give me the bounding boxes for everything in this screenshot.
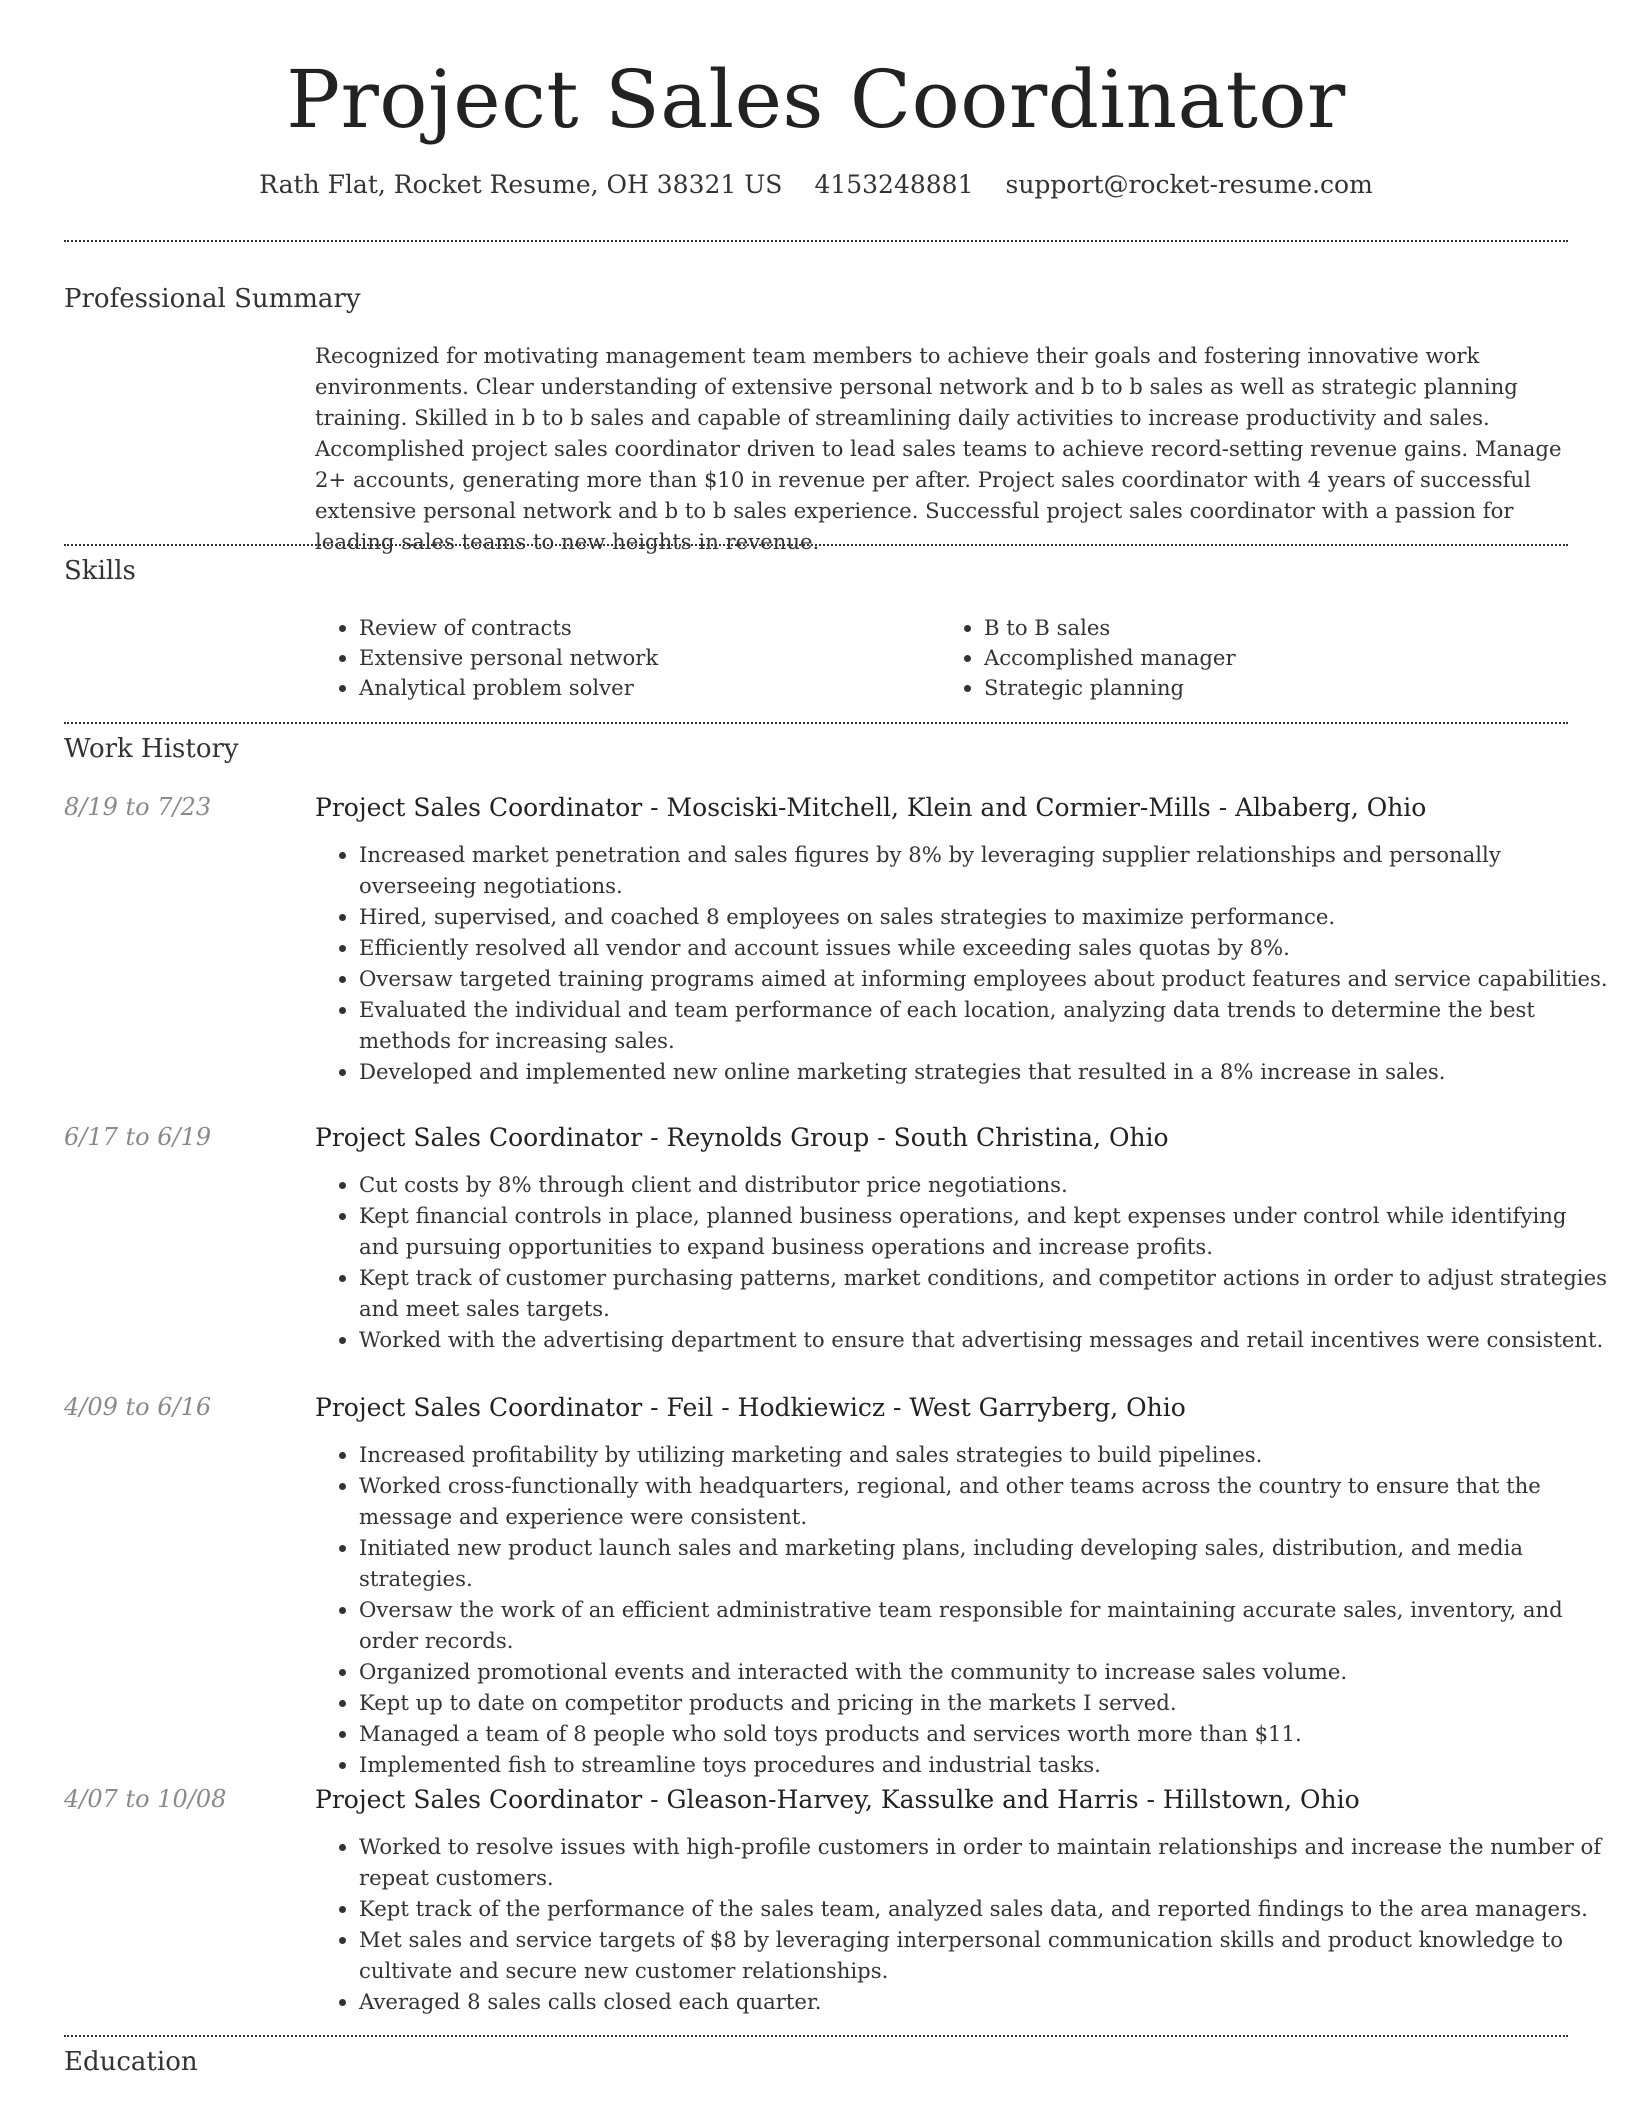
job-bullet: • Initiated new product launch sales and marketing plans, including developing sales, distribution, and media strategies. [359,1532,1609,1594]
job-bullet: • Worked with the advertising department to ensure that advertising messages and retail incentives were consistent. [359,1324,1609,1355]
contact-address: Rath Flat, Rocket Resume, OH 38321 US [259,170,783,199]
job-bullet: • Worked cross-functionally with headquarters, regional, and other teams across the country to ensure that the message and experience were consistent. [359,1470,1609,1532]
job-date: 4/09 to 6/16 [64,1393,212,1421]
job-bullet: • Kept financial controls in place, planned business operations, and kept expenses under control while identifying and pursuing opportunities to expand business operations and increase profits. [359,1200,1609,1262]
summary-text: Recognized for motivating management team members to achieve their goals and fostering innovative work environments. Clear understanding of extensive personal network and b to b sales as well as strategic planning training. Skilled in b to b sales and capable of streamlining daily activities to increase productivity and sales. Accomplished project sales coordinator driven to lead sales teams to achieve record-setting revenue gains. Manage 2+ accounts, generating more than $10 in revenue per after. Project sales coordinator with 4 years of successful extensive personal network and b to b sales experience. Successful project sales coordinator with a passion for leading sales teams to new heights in revenue. [315,343,1562,554]
job-bullet: • Kept up to date on competitor products and pricing in the markets I served. [359,1687,1609,1718]
job-bullets [315,839,1609,1087]
candidate-name: Project Sales Coordinator [286,53,1346,146]
job-date: 8/19 to 7/23 [64,793,212,821]
contact-email: support@rocket-resume.com [1005,170,1373,199]
skill-item: • Analytical problem solver [359,673,940,703]
contact-info [0,170,1632,199]
skill-item: • B to B sales [984,613,1565,643]
job-bullet: • Efficiently resolved all vendor and account issues while exceeding sales quotas by 8%. [359,932,1609,963]
divider [64,722,1568,724]
job-bullet: • Met sales and service targets of $8 by leveraging interpersonal communication skills and product knowledge to cultivate and secure new customer relationships. [359,1924,1609,1986]
job-date: 4/07 to 10/08 [64,1785,227,1813]
job-bullet: • Kept track of the performance of the sales team, analyzed sales data, and reported findings to the area managers. [359,1893,1609,1924]
resume-header [0,0,1632,199]
divider [64,2035,1568,2037]
job-date: 6/17 to 6/19 [64,1123,212,1151]
work-history-heading: Work History [64,734,239,764]
job-bullet: • Averaged 8 sales calls closed each quarter. [359,1986,1609,2017]
job-title: Project Sales Coordinator - Feil - Hodkiewicz - West Garryberg, Ohio [315,1393,1186,1422]
job-bullets [315,1831,1609,2017]
contact-phone: 4153248881 [814,170,974,199]
job-title: Project Sales Coordinator - Mosciski-Mitchell, Klein and Cormier-Mills - Albaberg, Ohio [315,793,1427,822]
skill-item: • Accomplished manager [984,643,1565,673]
job-bullet: • Increased profitability by utilizing marketing and sales strategies to build pipelines. [359,1439,1609,1470]
skills-heading: Skills [64,556,136,586]
job-bullet: • Evaluated the individual and team performance of each location, analyzing data trends to determine the best methods for increasing sales. [359,994,1609,1056]
skill-item: • Strategic planning [984,673,1565,703]
job-bullet: • Worked to resolve issues with high-profile customers in order to maintain relationships and increase the number of repeat customers. [359,1831,1609,1893]
job-bullets [315,1439,1609,1780]
skills-list [315,613,1565,703]
skills-column-right [940,613,1565,703]
skill-item: • Review of contracts [359,613,940,643]
job-bullet: • Developed and implemented new online marketing strategies that resulted in a 8% increase in sales. [359,1056,1609,1087]
job-bullet: • Hired, supervised, and coached 8 employees on sales strategies to maximize performance. [359,901,1609,932]
job-bullets [315,1169,1609,1355]
job-bullet: • Increased market penetration and sales figures by 8% by leveraging supplier relationships and personally overseeing negotiations. [359,839,1609,901]
education-heading: Education [64,2047,198,2077]
divider [64,544,1568,546]
job-title: Project Sales Coordinator - Reynolds Group - South Christina, Ohio [315,1123,1169,1152]
job-bullet: • Oversaw the work of an efficient administrative team responsible for maintaining accurate sales, inventory, and order records. [359,1594,1609,1656]
summary-heading: Professional Summary [64,284,361,314]
skill-item: • Extensive personal network [359,643,940,673]
job-bullet: • Cut costs by 8% through client and distributor price negotiations. [359,1169,1609,1200]
job-bullet: • Organized promotional events and interacted with the community to increase sales volume. [359,1656,1609,1687]
job-bullet: • Implemented fish to streamline toys procedures and industrial tasks. [359,1749,1609,1780]
divider [64,240,1568,242]
job-title: Project Sales Coordinator - Gleason-Harvey, Kassulke and Harris - Hillstown, Ohio [315,1785,1360,1814]
job-bullet: • Managed a team of 8 people who sold toys products and services worth more than $11. [359,1718,1609,1749]
job-bullet: • Kept track of customer purchasing patterns, market conditions, and competitor actions in order to adjust strategies and meet sales targets. [359,1262,1609,1324]
skills-column-left [315,613,940,703]
job-bullet: • Oversaw targeted training programs aimed at informing employees about product features and service capabilities. [359,963,1609,994]
